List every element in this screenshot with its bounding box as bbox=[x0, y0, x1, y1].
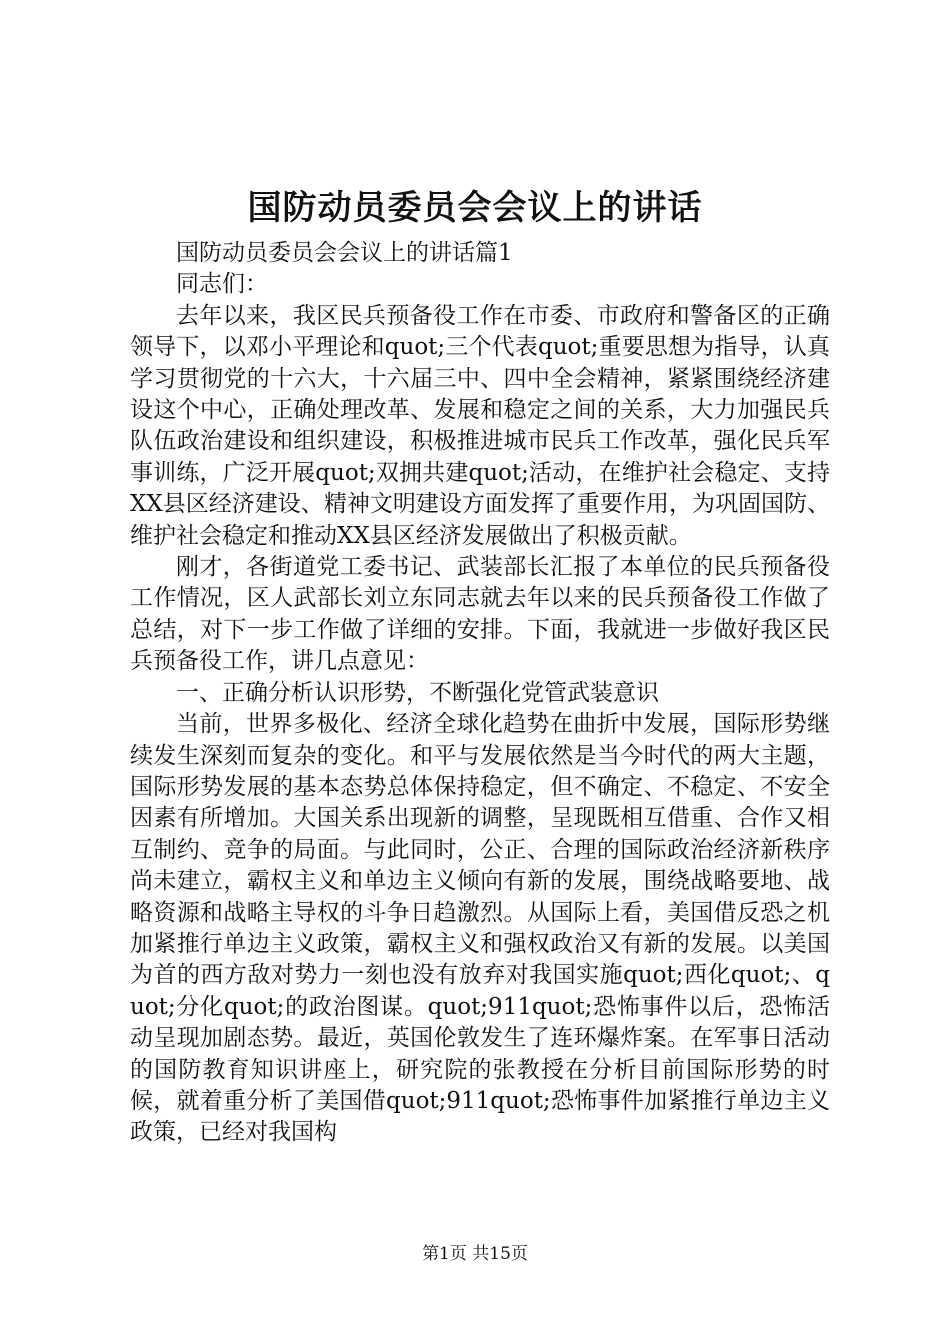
paragraph: 去年以来，我区民兵预备役工作在市委、市政府和警备区的正确领导下，以邓小平理论和quot;三个代表quot;重要思想为指导，认真学习贯彻党的十六大，十六届三中、四中全会精神，紧紧围绕经济建设这个中心，正确处理改革、发展和稳定之间的关系，大力加强民兵队伍政治建设和组织建设，积极推进城市民兵工作改革，强化民兵军事训练，广泛开展quot;双拥共建quot;活动，在维护社会稳定、支持XX县区经济建设、精神文明建设方面发挥了重要作用，为巩固国防、维护社会稳定和推动XX县区经济发展做出了积极贡献。 bbox=[130, 302, 830, 549]
document-body bbox=[130, 238, 830, 1149]
paragraph-salutation: 同志们： bbox=[176, 271, 268, 298]
page-footer: 第1页 共15页 bbox=[422, 1244, 528, 1264]
document-title: 国防动员委员会会议上的讲话 bbox=[247, 188, 703, 228]
paragraph: 当前，世界多极化、经济全球化趋势在曲折中发展，国际形势继续发生深刻而复杂的变化。和平与发展依然是当今时代的两大主题，国际形势发展的基本态势总体保持稳定，但不确定、不稳定、不安全因素有所增加。大国关系出现新的调整，呈现既相互借重、合作又相互制约、竞争的局面。与此同时，公正、合理的国际政治经济新秩序尚未建立，霸权主义和单边主义倾向有新的发展，围绕战略要地、战略资源和战略主导权的斗争日趋激烈。从国际上看，美国借反恐之机加紧推行单边主义政策，霸权主义和强权政治又有新的发展。以美国为首的西方敌对势力一刻也没有放弃对我国实施quot;西化quot;、quot;分化quot;的政治图谋。quot;911quot;恐怖事件以后，恐怖活动呈现加剧态势。最近，英国伦敦发生了连环爆炸案。在军事日活动的国防教育知识讲座上，研究院的张教授在分析目前国际形势的时候，就着重分析了美国借quot;911quot;恐怖事件加紧推行单边主义政策，已经对我国构 bbox=[130, 711, 830, 1146]
paragraph: 刚才，各街道党工委书记、武装部长汇报了本单位的民兵预备役工作情况，区人武部长刘立东同志就去年以来的民兵预备役工作做了总结，对下一步工作做了详细的安排。下面，我就进一步做好我区民兵预备役工作，讲几点意见： bbox=[130, 554, 830, 675]
paragraph-subtitle: 国防动员委员会会议上的讲话篇1 bbox=[176, 240, 513, 266]
section-heading: 一、正确分析认识形势，不断强化党管武装意识 bbox=[176, 679, 659, 706]
